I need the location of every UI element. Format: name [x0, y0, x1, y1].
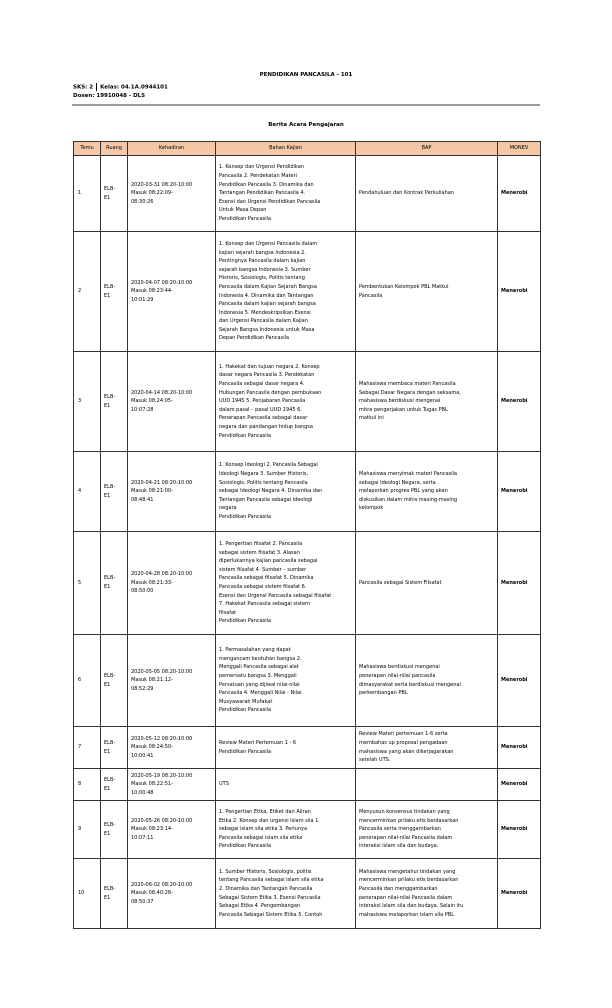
cell-temu: 8: [74, 769, 101, 801]
table-row: [74, 635, 541, 727]
cell-monev: Menerobi: [498, 769, 541, 801]
cell-bap: Pembentukan Kelompok PBL Matkul Pancasila: [356, 232, 498, 352]
dosen-label: Dosen: 19910048 - DLS: [73, 93, 146, 99]
cell-bap: [356, 769, 498, 801]
cell-temu: 7: [74, 727, 101, 769]
cell-temu: 1: [74, 156, 101, 232]
teaching-report-table: [73, 141, 541, 929]
cell-temu: 2: [74, 232, 101, 352]
cell-temu: 5: [74, 532, 101, 635]
cell-bap: Pendahuluan dan Kontrak Perkuliahan: [356, 156, 498, 232]
cell-bap: Menyusun konsensus tindakan yang mencerminkan prilaku etis berdasarkan Pancasila serta menggambarkan penerapan nilai-nilai Pancasila dalam interaksi islam sila dan budaya.: [356, 801, 498, 859]
cell-ruang: ELB- E1: [101, 635, 128, 727]
cell-ruang: ELB- E1: [101, 232, 128, 352]
cell-bap: Review Materi pertemuan 1-6 serta membahas up proposal pengadaan mahasiswa yang akan dikerjagarakan setelah UTS.: [356, 727, 498, 769]
cell-temu: 10: [74, 859, 101, 929]
table-row: [74, 859, 541, 929]
header-divider: [72, 104, 540, 106]
column-header-kehadiran: Kehadiran: [128, 142, 216, 156]
cell-bap: Pancasila sebagai Sistem Filsafat: [356, 532, 498, 635]
cell-bahan-kajian: UTS: [216, 769, 356, 801]
column-header-monev: MONEV: [498, 142, 541, 156]
cell-temu: 6: [74, 635, 101, 727]
cell-bahan-kajian: 1. Konsep dan Urgensi Pancasila dalam kajian sejarah bangsa Indonesia 2. Pentingnya Pancasila dalam kajian sejarah bangsa Indonesia 3. Sumber Historis, Sosiologis, Politis tentang Pancasila dalam Kajian Sejarah Bangsa Indonesia 4. Dinamika dan Tantangan Pancasila dalam kajian sejarah bangsa Indonesia 5. Mendeskripsikan Esensi dan Urgensi Pancasila dalam Kajian Sejarah Bangsa Indonesia untuk Masa Depan Pendidikan Pancasila: [216, 232, 356, 352]
cell-bap: Mahasiswa berdiskusi mengenai penerapan nilai-nilai pancasila dimasyarakat serta berdiskusi mengenai perkembangan PBL: [356, 635, 498, 727]
cell-kehadiran: 2020-05-19 08:20-10:00 Masuk 08:22:51- 10:00:48: [128, 769, 216, 801]
cell-kehadiran: 2020-05-26 08:20-10:00 Masuk 08:23:14- 10:07:11: [128, 801, 216, 859]
cell-ruang: ELB- E1: [101, 352, 128, 452]
cell-kehadiran: 2020-05-05 08:20-10:00 Masuk 08:21:12- 08:52:29: [128, 635, 216, 727]
cell-bap: Mahasiswa mengetahui tindakan yang mencerminkan prilaku etis berdasarkan Pancasila dan menggambarkan penerapan nilai-nilai Pancasila dalam interaksi islam sila dan budaya. Selain itu mahasiswa melaporkan islam sila PBL: [356, 859, 498, 929]
cell-monev: Menerobi: [498, 232, 541, 352]
table-row: [74, 156, 541, 232]
cell-ruang: ELB- E1: [101, 727, 128, 769]
cell-monev: Menerobi: [498, 532, 541, 635]
cell-kehadiran: 2020-03-31 08:20-10:00 Masuk 08:22:09- 08:30:26: [128, 156, 216, 232]
class-info-line: [73, 83, 168, 91]
cell-ruang: ELB- E1: [101, 532, 128, 635]
column-header-temu: Temu: [74, 142, 101, 156]
cell-monev: Menerobi: [498, 801, 541, 859]
cell-bap: Mahasiswa menyimak materi Pancasila sebagai Ideologi Negara, serta melaporkan progres PBL yang akan diskusikan dalam mitra masing-masing kelompok: [356, 452, 498, 532]
cell-bap: Mahasiswa membaca materi Pancasila Sebagai Dasar Negara dengan seksama, mahasiswa berdiskusi mengenai mitra pengerjakan untuk Tugas PBL matkul ini: [356, 352, 498, 452]
cell-monev: Menerobi: [498, 727, 541, 769]
sks-label: SKS: 2: [73, 84, 94, 91]
column-header-bahan-kajian: Bahan Kajian: [216, 142, 356, 156]
cell-bahan-kajian: 1. Pengertian filsafat 2. Pancasila sebagai sistem filsafat 3. Alasan diperlukannya kajian pancasila sebagai sistem filsafat 4. Sumber – sumber Pancasila sebagai filsafat 5. Dinamika Pancasila sebagai sistem filsafat 6. Esensi dan Urgensi Pancasila sebagai filsafat 7. Hakekat Pancasila sebagai sistem filsafat Pendidikan Pancasila: [216, 532, 356, 635]
cell-kehadiran: 2020-06-02 08:20-10:00 Masuk 08:40:28- 08:50:37: [128, 859, 216, 929]
cell-temu: 3: [74, 352, 101, 452]
table-row: [74, 532, 541, 635]
cell-kehadiran: 2020-04-14 08:20-10:00 Masuk 08:24:05- 10:07:28: [128, 352, 216, 452]
cell-bahan-kajian: Review Materi Pertemuan 1 - 6 Pendidikan Pancasila: [216, 727, 356, 769]
cell-bahan-kajian: 1. Hakekat dan tujuan negara 2. Konsep dasar negara Pancasila 3. Pendekatan Pancasila sebagai dasar negara 4. Hubungan Pancasila dengan pembukaan UUD 1945 5. Penjabaran Pancasila dalam pasal – pasal UUD 1945 6. Penerapan Pancasila sebagai dasar negara dan pandangan hidup bangsa Pendidikan Pancasila: [216, 352, 356, 452]
column-header-bap: BAP: [356, 142, 498, 156]
cell-ruang: ELB- E1: [101, 859, 128, 929]
cell-ruang: ELB- E1: [101, 769, 128, 801]
cell-kehadiran: 2020-04-21 08:20-10:00 Masuk 08:21:00- 08:48:41: [128, 452, 216, 532]
column-header-ruang: Ruang: [101, 142, 128, 156]
kelas-label: Kelas: 04.1A.0944101: [100, 84, 168, 91]
table-row: [74, 232, 541, 352]
cell-bahan-kajian: 1. Konsep Ideologi 2. Pancasila Sebagai Ideologi Negara 3. Sumber Historis, Sosiologis, Politis tentang Pancasila sebagai Ideologi Negara 4. Dinamika dan Tantangan Pancasila sebagai ideologi negara Pendidikan Pancasila: [216, 452, 356, 532]
cell-kehadiran: 2020-04-28 08:20-10:00 Masuk 08:21:33- 08:50:00: [128, 532, 216, 635]
cell-bahan-kajian: 1. Konsep dan Urgensi Pendidikan Pancasila 2. Pendekatan Materi Pendidikan Pancasila 3. Dinamika dan Tantangan Pendidikan Pancasila 4. Esensi dan Urgensi Pendidikan Pancasila Untuk Masa Depan Pendidikan Pancasila: [216, 156, 356, 232]
cell-bahan-kajian: 1. Sumber Historis, Sosiologis, politis tentang Pancasila sebagai islam sila etika 2. Dinamika dan Tantangan Pancasila Sebagai Sistem Etika 3. Esensi Pancasila Sebagai Etika 4. Pengembangan Pancasila Sebagai Sistem Etika 5. Contoh: [216, 859, 356, 929]
cell-ruang: ELB- E1: [101, 801, 128, 859]
table-row: [74, 769, 541, 801]
cell-monev: Menerobi: [498, 859, 541, 929]
cell-kehadiran: 2020-04-07 08:20-10:00 Masuk 08:23:44- 10:01:29: [128, 232, 216, 352]
section-title: Berita Acara Pengajaran: [268, 122, 344, 128]
table-row: [74, 352, 541, 452]
cell-monev: Menerobi: [498, 635, 541, 727]
cell-bahan-kajian: 1. Permasalahan yang dapat mengancam keutuhan bangsa 2. Menggali Pancasila sebagai alat pemersatu bangsa 3. Menggali Persatuan yang dijiwai nilai-nilai Pancasila 4. Menggali Nilai - Nilai Musyawarah Mufakat Pendidikan Pancasila: [216, 635, 356, 727]
cell-temu: 4: [74, 452, 101, 532]
table-row: [74, 801, 541, 859]
cell-temu: 9: [74, 801, 101, 859]
cell-bahan-kajian: 1. Pengertian Etika, Etiket dan Aliran Etika 2. Konsep dan urgensi Islam sila 1 sebagai islam sila etika 3. Perlunya Pancasila sebagai islam sila etika Pendidikan Pancasila: [216, 801, 356, 859]
cell-kehadiran: 2020-05-12 08:20-10:00 Masuk 08:24:50- 10:00:41: [128, 727, 216, 769]
cell-ruang: ELB- E1: [101, 156, 128, 232]
separator: [96, 83, 97, 91]
table-row: [74, 452, 541, 532]
cell-monev: Menerobi: [498, 352, 541, 452]
table-header-row: [74, 142, 541, 156]
table-row: [74, 727, 541, 769]
document-title: PENDIDIKAN PANCASILA - 101: [259, 72, 353, 78]
cell-monev: Menerobi: [498, 156, 541, 232]
cell-monev: Menerobi: [498, 452, 541, 532]
cell-ruang: ELB- E1: [101, 452, 128, 532]
